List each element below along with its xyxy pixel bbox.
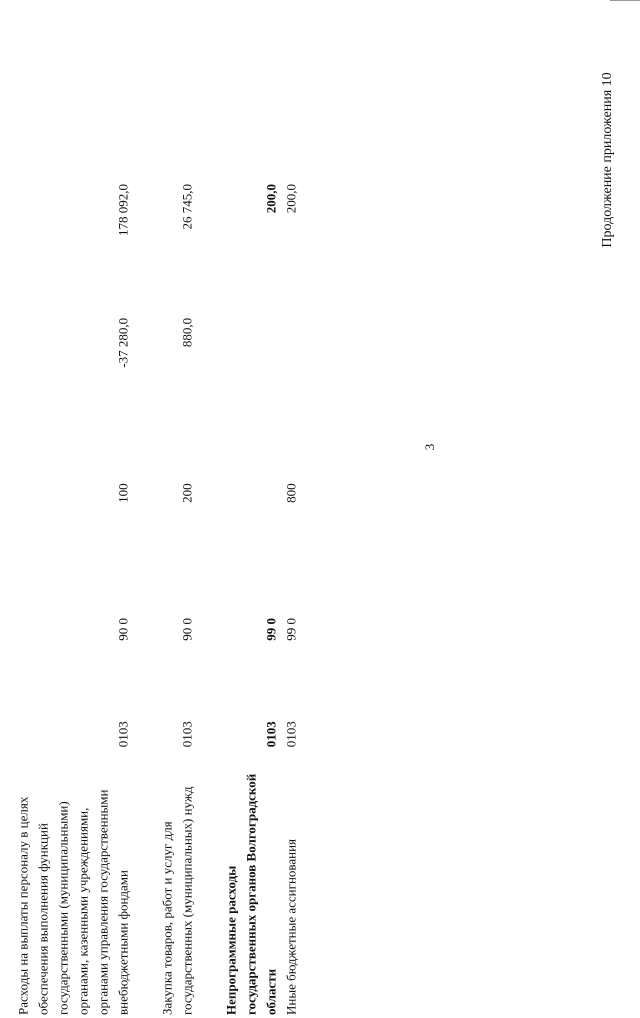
row-total-amount: 200,0 xyxy=(263,184,279,214)
row-change-amount: -37 280,0 xyxy=(115,317,131,368)
budget-table-page xyxy=(0,178,511,1018)
row-expense-type: 200 xyxy=(179,483,195,503)
row-description: Непрограммные расходы государственных органов Волгоградской области xyxy=(223,773,279,1015)
table-row xyxy=(282,178,302,1017)
row-program-code: 90 0 xyxy=(115,618,131,641)
row-section-code: 0103 xyxy=(263,721,279,748)
row-program-code: 90 0 xyxy=(179,618,195,641)
table-row xyxy=(222,178,282,1017)
row-change-amount xyxy=(222,312,282,427)
row-section-code: 0103 xyxy=(115,721,131,748)
row-description: Закупка товаров, работ и услуг для государственных (муниципальных) нужд xyxy=(159,786,195,1015)
row-description: Иные бюджетные ассигнования xyxy=(283,838,299,1015)
row-section-code: 0103 xyxy=(283,721,299,748)
page-number: 3 xyxy=(422,443,437,451)
table-row xyxy=(158,178,198,1017)
budget-table xyxy=(0,178,302,1018)
edge-mark xyxy=(610,0,640,1)
row-expense-type: 800 xyxy=(283,483,299,503)
row-total-amount: 200,0 xyxy=(283,184,299,214)
row-change-amount xyxy=(282,312,302,427)
row-description: Расходы на выплаты персоналу в целях обеспечения выполнения функций государственными (муниципальными) органами, казенными учреждениями, органами управления государственными внебюджетными фондами xyxy=(15,789,131,1015)
row-program-code: 99 0 xyxy=(283,618,299,641)
row-total-amount: 26 745,0 xyxy=(179,184,195,230)
row-expense-type: 100 xyxy=(115,483,131,503)
row-change-amount: 880,0 xyxy=(179,317,195,348)
row-program-code: 99 0 xyxy=(263,618,279,641)
row-section-code: 0103 xyxy=(179,721,195,748)
row-total-amount: 178 092,0 xyxy=(115,184,131,236)
continuation-label: Продолжение приложения 10 xyxy=(600,72,615,248)
table-row xyxy=(14,178,134,1017)
row-expense-type xyxy=(222,427,282,560)
